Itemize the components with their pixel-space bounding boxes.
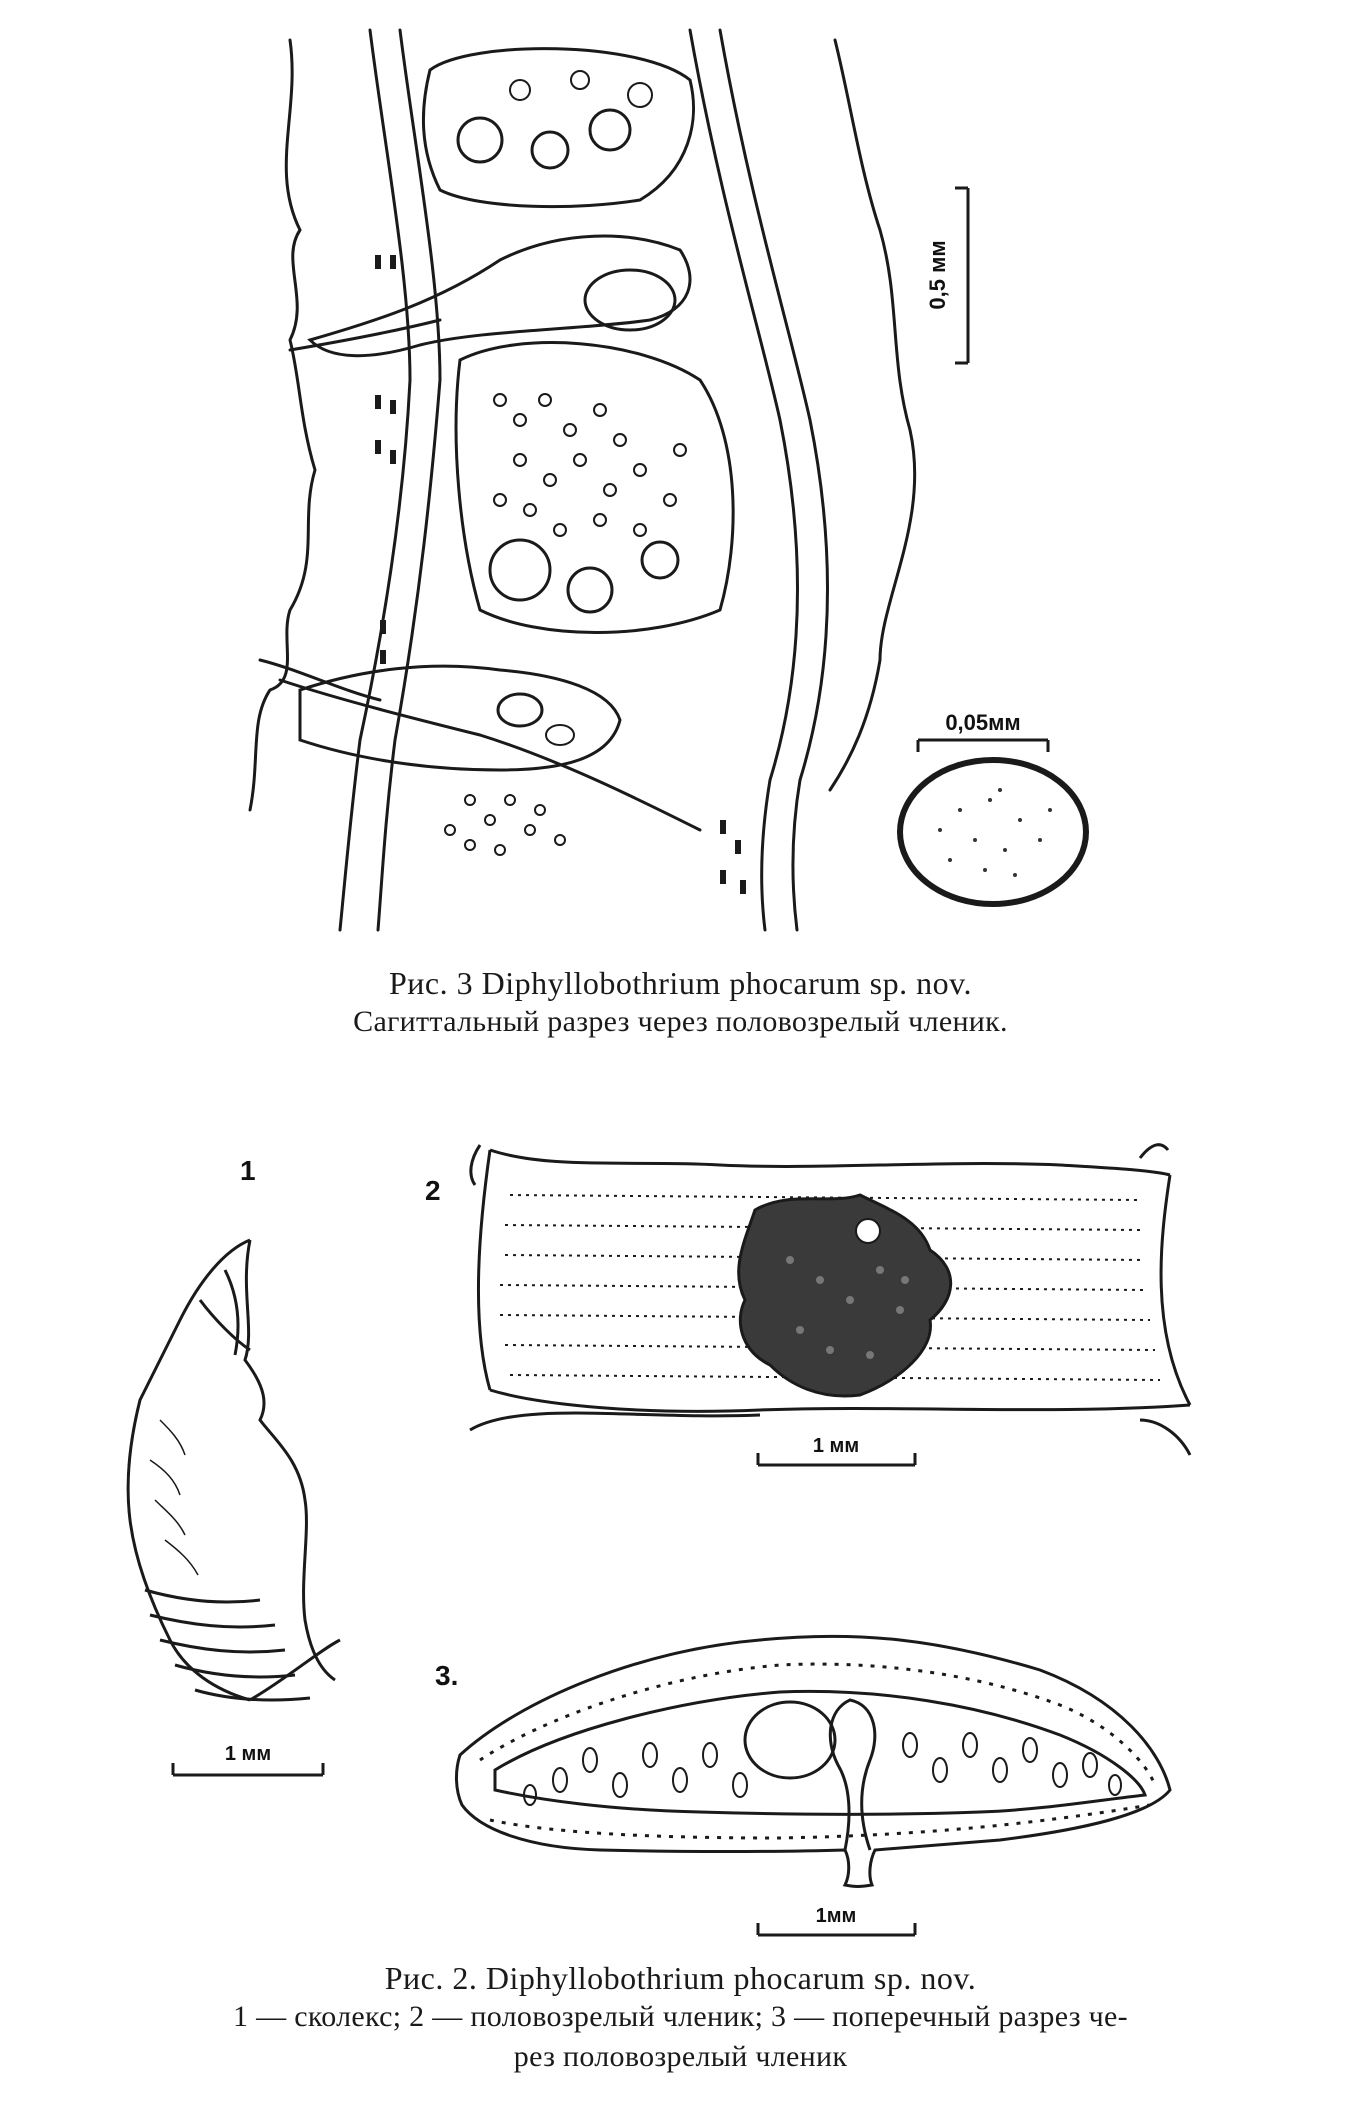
panel-2-scale-label: 1 мм — [812, 1435, 860, 1457]
figure2-caption-line1: 1 — сколекс; 2 — половозрелый членик; 3 — поперечный разрез че- — [233, 2000, 1128, 2033]
scale-label-large: 0,5 мм — [925, 240, 950, 310]
panel-2-central-organ — [739, 1195, 951, 1396]
figure3-caption-text: Сагиттальный разрез через половозрелый членик. — [353, 1005, 1008, 1038]
panel-3-scale-label: 1мм — [815, 1905, 857, 1927]
panel-3-egg-dots — [524, 1733, 1121, 1805]
egg-illustration — [900, 760, 1086, 904]
scale-bar-large — [925, 188, 968, 363]
figure2-caption-line2: рез половозрелый членик — [513, 2040, 848, 2073]
scale-bar-small — [918, 710, 1048, 752]
panel-3-transverse-section — [456, 1636, 1170, 1886]
panel-2-scale-bar — [758, 1435, 915, 1465]
panel-3-scale-bar — [758, 1905, 915, 1935]
panel-1-scolex — [128, 1240, 340, 1700]
panel-1-scale-bar — [173, 1743, 323, 1775]
panel-2-mature-segment — [470, 1145, 1190, 1455]
panel-2-number: 2 — [425, 1175, 441, 1206]
figure2-caption-title: Рис. 2. Diphyllobothrium phocarum sp. nov. — [384, 1960, 977, 1996]
figure3-drawing — [0, 0, 1361, 960]
scale-label-small: 0,05мм — [945, 710, 1021, 735]
panel-3-number: 3. — [435, 1660, 459, 1691]
panel-3-rim-dashes — [480, 1664, 1155, 1838]
panel-1-number: 1 — [240, 1155, 256, 1186]
panel-2-stipple-rows — [500, 1195, 1160, 1380]
figure3-caption-title: Рис. 3 Diphyllobothrium phocarum sp. nov. — [388, 965, 973, 1001]
panel-1-scale-label: 1 мм — [224, 1743, 272, 1765]
sagittal-section-illustration — [250, 30, 915, 930]
